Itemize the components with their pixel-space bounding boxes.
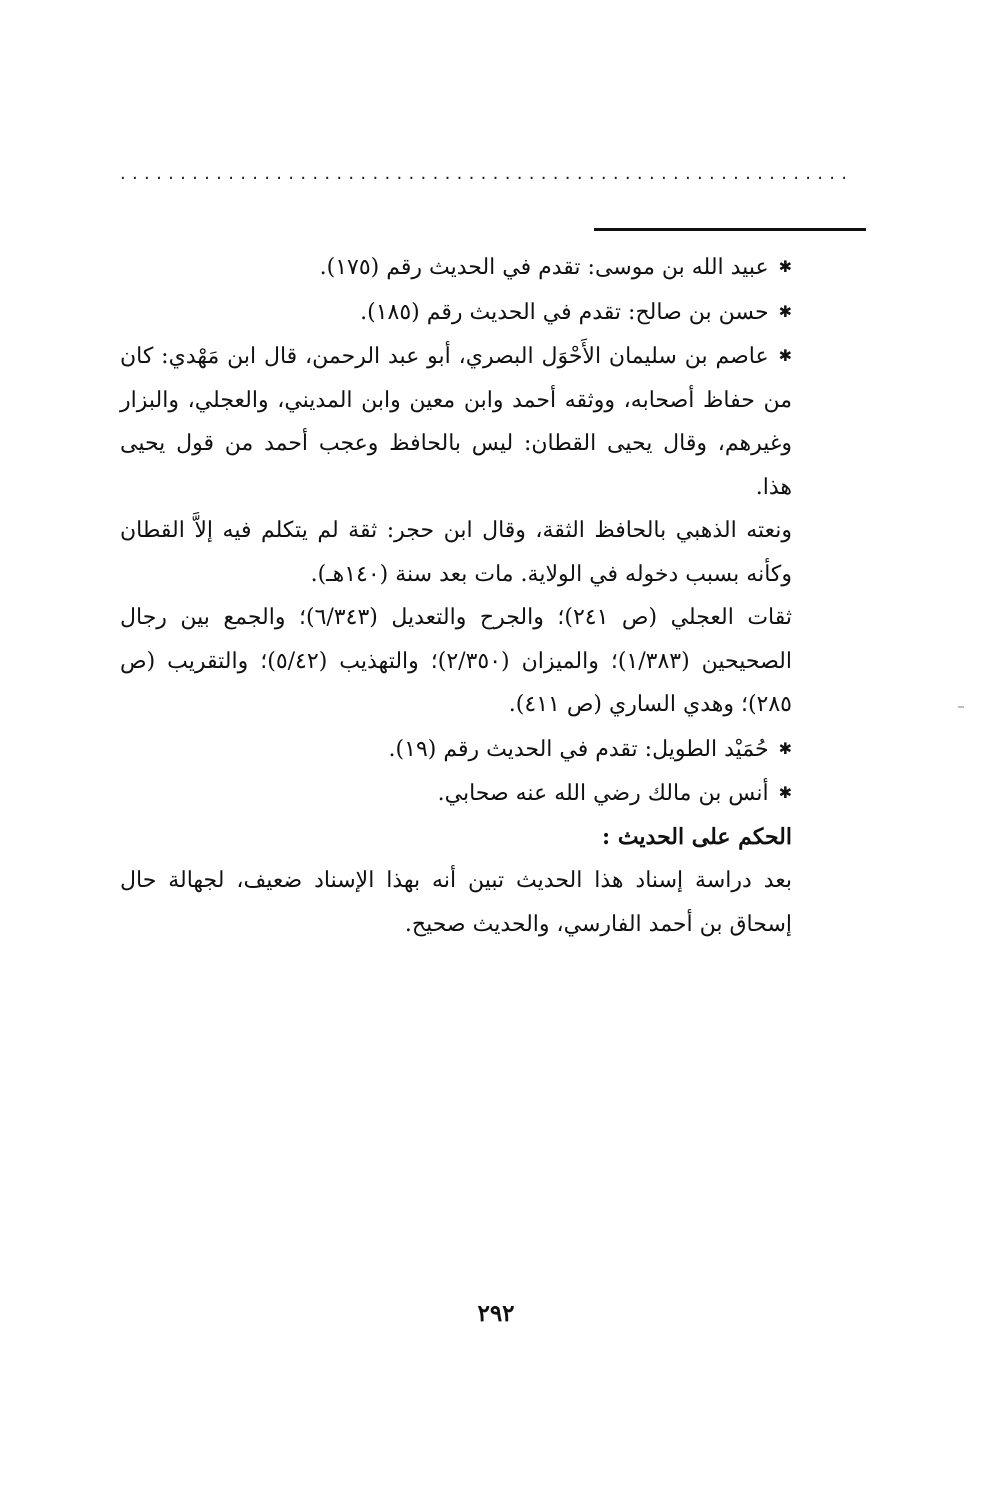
narrator-entry-anas: ✱ أنس بن مالك رضي الله عنه صحابي. [120,771,792,816]
narrator-entry-assim: ✱ عاصم بن سليمان الأَحْوَل البصري، أبو عبد الرحمن، قال ابن مَهْدي: كان من حفاظ أصحابه، ووثقه أحمد وابن معين وابن المديني، والعجلي، والبزار وغيرهم، وقال يحيى القطان: ليس بالحافظ وعجب أحمد من قول يحيى هذا. [120,334,792,509]
section-rule [594,228,866,231]
page-body [120,245,792,946]
assim-note-paragraph: ونعته الذهبي بالحافظ الثقة، وقال ابن حجر: ثقة لم يتكلم فيه إلاَّ القطان وكأنه بسبب دخوله في الولاية. مات بعد سنة (١٤٠هـ). [120,518,792,587]
margin-mark [958,706,964,708]
narrator-entry-ubaydullah: ✱ عبيد الله بن موسى: تقدم في الحديث رقم (١٧٥). [120,245,792,290]
ruling-paragraph: بعد دراسة إسناد هذا الحديث تبين أنه بهذا الإسناد ضعيف، لجهالة حال إسحاق بن أحمد الفارسي، والحديث صحيح. [120,868,792,937]
assim-sources-paragraph: ثقات العجلي (ص ٢٤١)؛ والجرح والتعديل (٦/٣٤٣)؛ والجمع بين رجال الصحيحين (١/٣٨٣)؛ والميزان (٢/٣٥٠)؛ والتهذيب (٥/٤٢)؛ والتقريب (ص ٢٨٥)؛ وهدي الساري (ص ٤١١). [120,605,792,717]
dotted-separator: ............................................................. [120,164,854,184]
ruling-heading: الحكم على الحديث : [602,823,792,850]
narrator-entry-hasan: ✱ حسن بن صالح: تقدم في الحديث رقم (١٨٥). [120,290,792,335]
page-number: ٢٩٢ [477,1300,515,1327]
narrator-entry-humayd: ✱ حُمَيْد الطويل: تقدم في الحديث رقم (١٩). [120,727,792,772]
